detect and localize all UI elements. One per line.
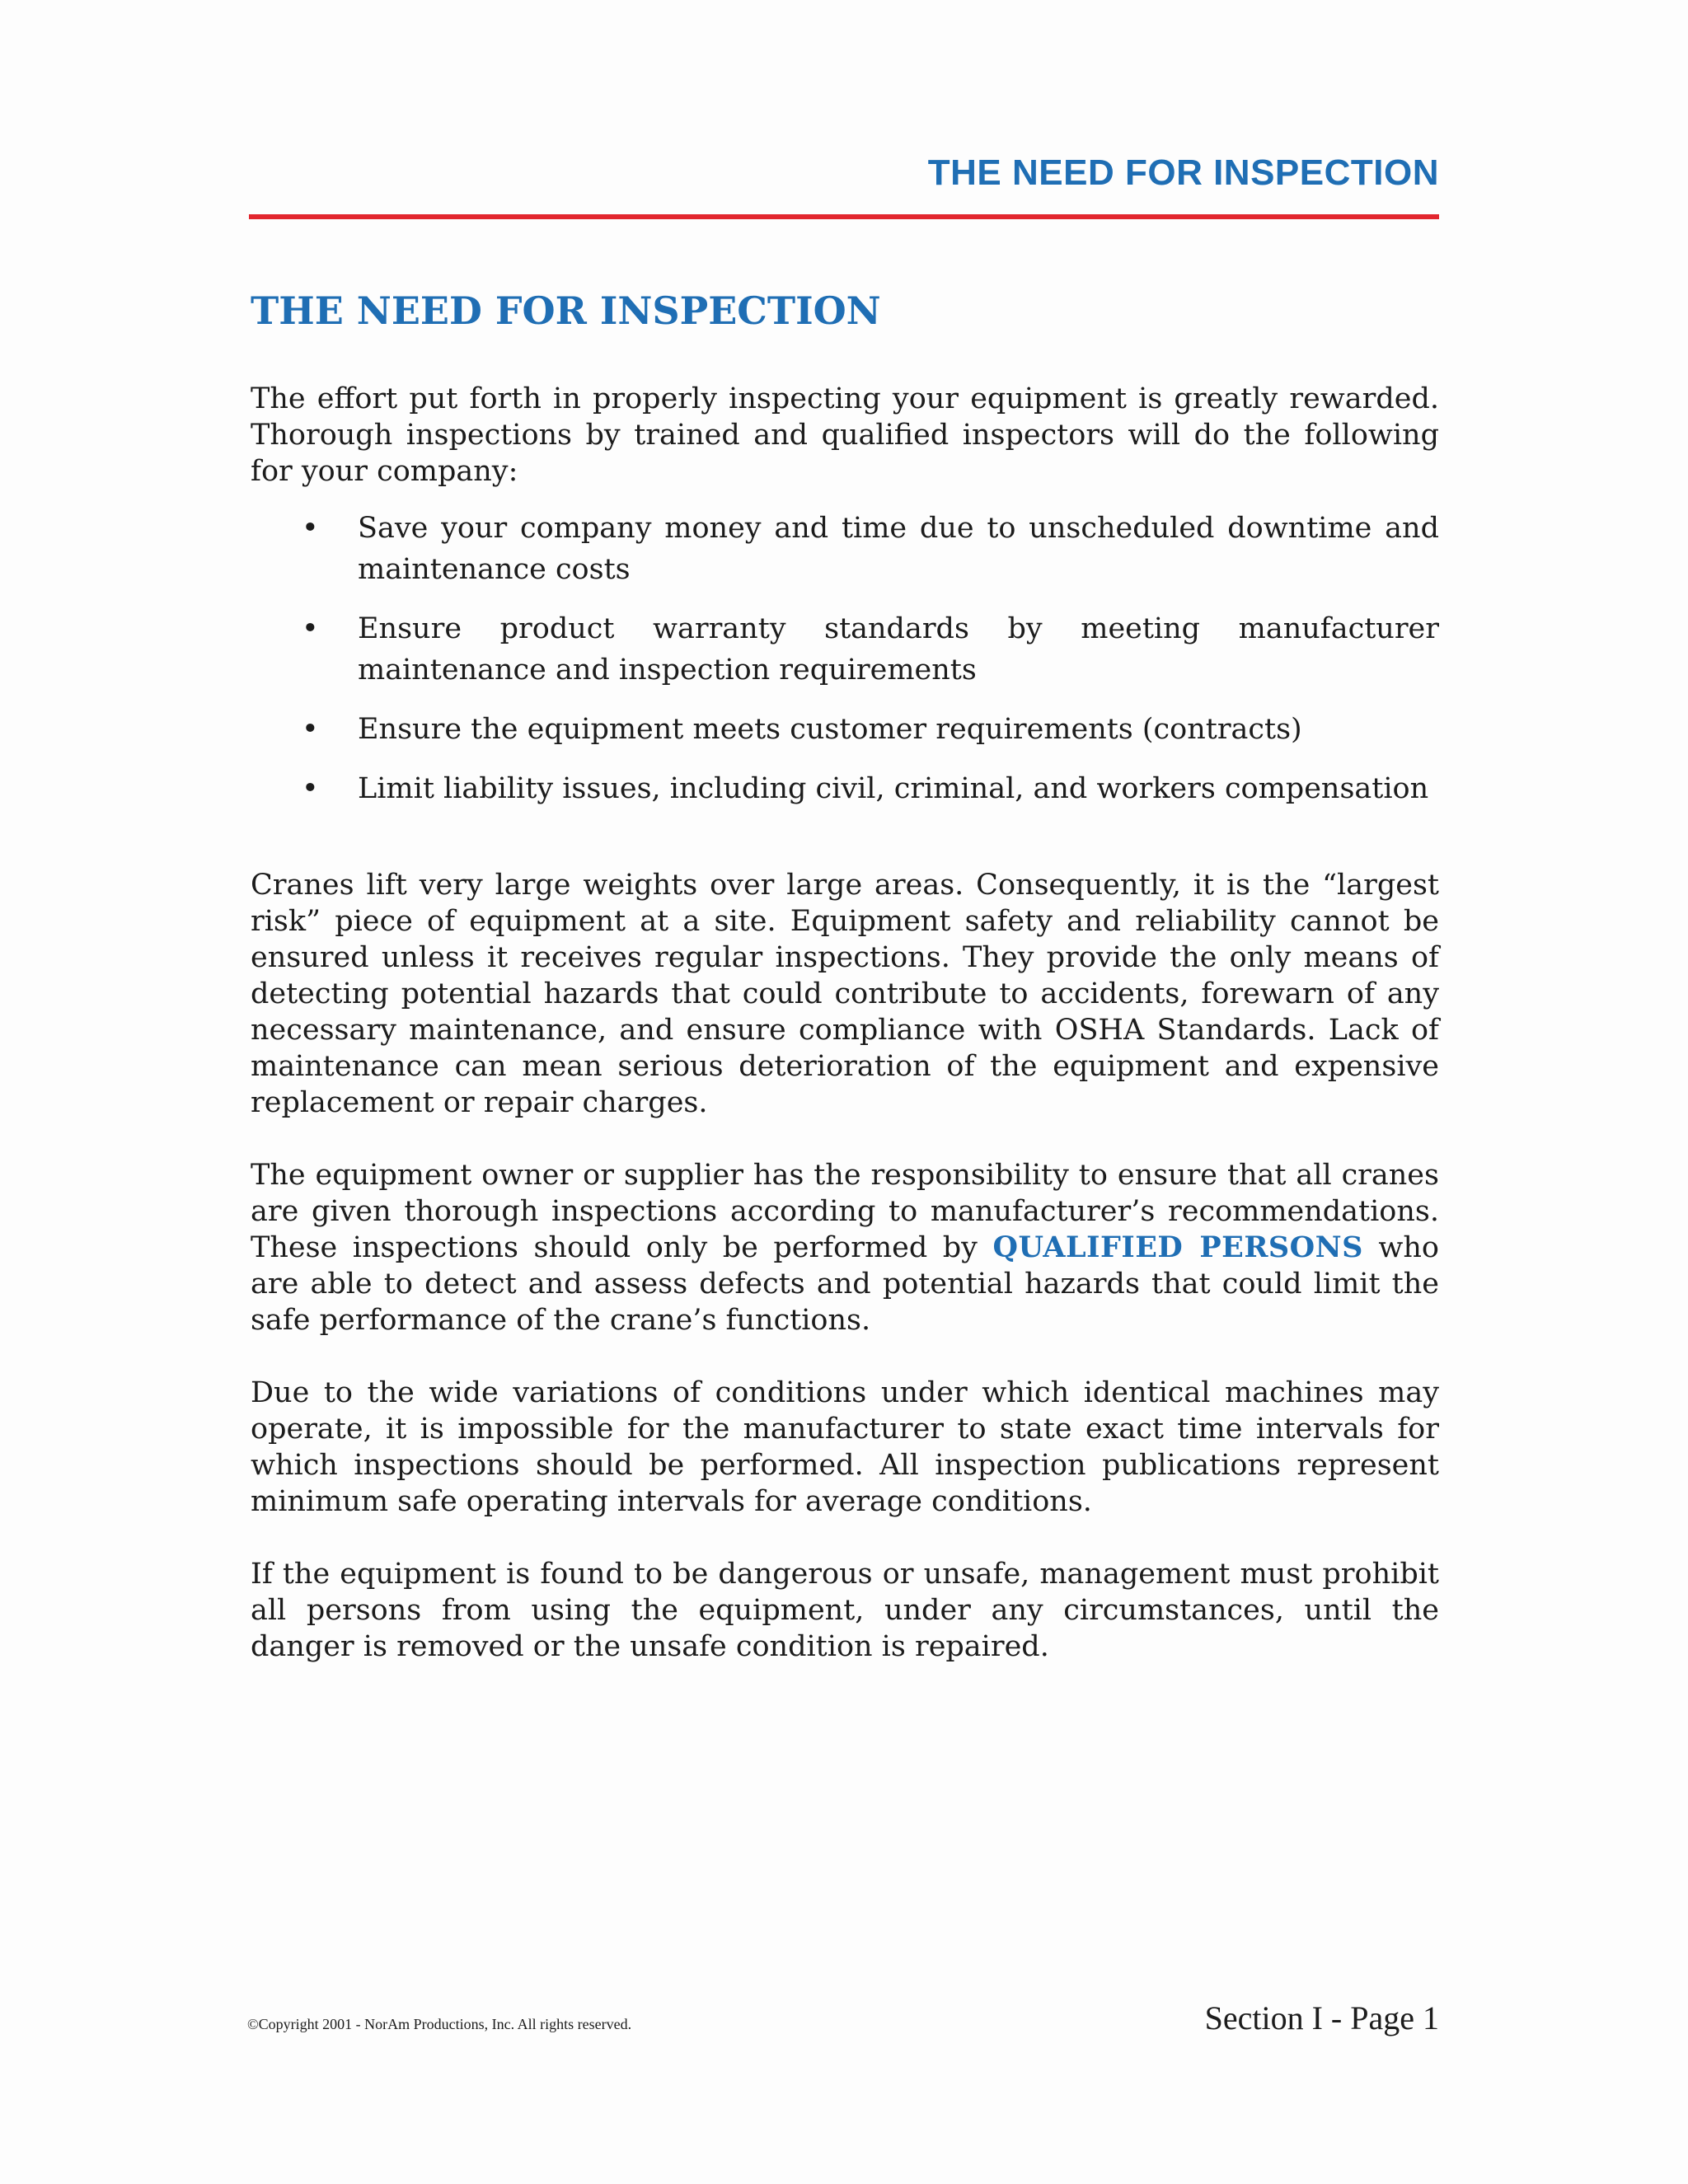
section-title: THE NEED FOR INSPECTION — [251, 288, 881, 333]
bullet-icon: • — [302, 512, 319, 545]
list-item — [251, 608, 1439, 691]
variations-paragraph: Due to the wide variations of conditions under which identical machines may operate, it is impossible for the manufacturer to state exact time intervals for which inspections should be performed. All inspection publications represent minimum safe operating intervals for average conditions. — [251, 1376, 1439, 1518]
list-item-text: Save your company money and time due to unscheduled downtime and maintenance costs — [358, 512, 1439, 586]
header-rule — [249, 214, 1439, 219]
document-body — [251, 381, 1439, 1701]
page-number: Section I - Page 1 — [1204, 1999, 1439, 2036]
list-item-text: Ensure product warranty standards by meeting manufacturer maintenance and inspection requirements — [358, 612, 1439, 687]
running-header: THE NEED FOR INSPECTION — [927, 152, 1439, 193]
copyright-notice: ©Copyright 2001 - NorAm Productions, Inc. All rights reserved. — [247, 2016, 632, 2032]
list-item-text: Limit liability issues, including civil, criminal, and workers compensation — [358, 772, 1429, 805]
bullet-icon: • — [302, 772, 319, 805]
list-item — [251, 508, 1439, 590]
benefits-list — [251, 508, 1439, 809]
unsafe-paragraph: If the equipment is found to be dangerous or unsafe, management must prohibit all persons from using the equipment, under any circumstances, until the danger is removed or the unsafe condition is repaired. — [251, 1558, 1439, 1663]
bullet-icon: • — [302, 612, 319, 645]
list-item — [251, 768, 1439, 809]
qualified-persons-term: QUALIFIED PERSONS — [992, 1230, 1363, 1264]
bullet-icon: • — [302, 713, 319, 746]
list-item — [251, 709, 1439, 750]
owner-text-start: The equipment owner or supplier has the responsibility to ensure that all cranes are given thorough inspections according to manufacturer’s recommendations. These inspections should only be performed by — [251, 1159, 1439, 1264]
owner-text-end: who are able to detect and assess defects and potential hazards that could limit the safe performance of the crane’s functions. — [251, 1231, 1439, 1337]
cranes-paragraph: Cranes lift very large weights over large areas. Consequently, it is the “largest risk” piece of equipment at a site. Equipment safety and reliability cannot be ensured unless it receives regular inspections. They provide the only means of detecting potential hazards that could contribute to accidents, forewarn of any necessary maintenance, and ensure compliance with OSHA Standards. Lack of maintenance can mean serious deterioration of the equipment and expensive replacement or repair charges. — [251, 869, 1439, 1119]
list-item-text: Ensure the equipment meets customer requirements (contracts) — [358, 713, 1302, 746]
owner-paragraph — [251, 1157, 1439, 1338]
intro-paragraph: The effort put forth in properly inspecting your equipment is greatly rewarded. Thorough inspections by trained and qualified inspectors will do the following for your company: — [251, 382, 1439, 488]
